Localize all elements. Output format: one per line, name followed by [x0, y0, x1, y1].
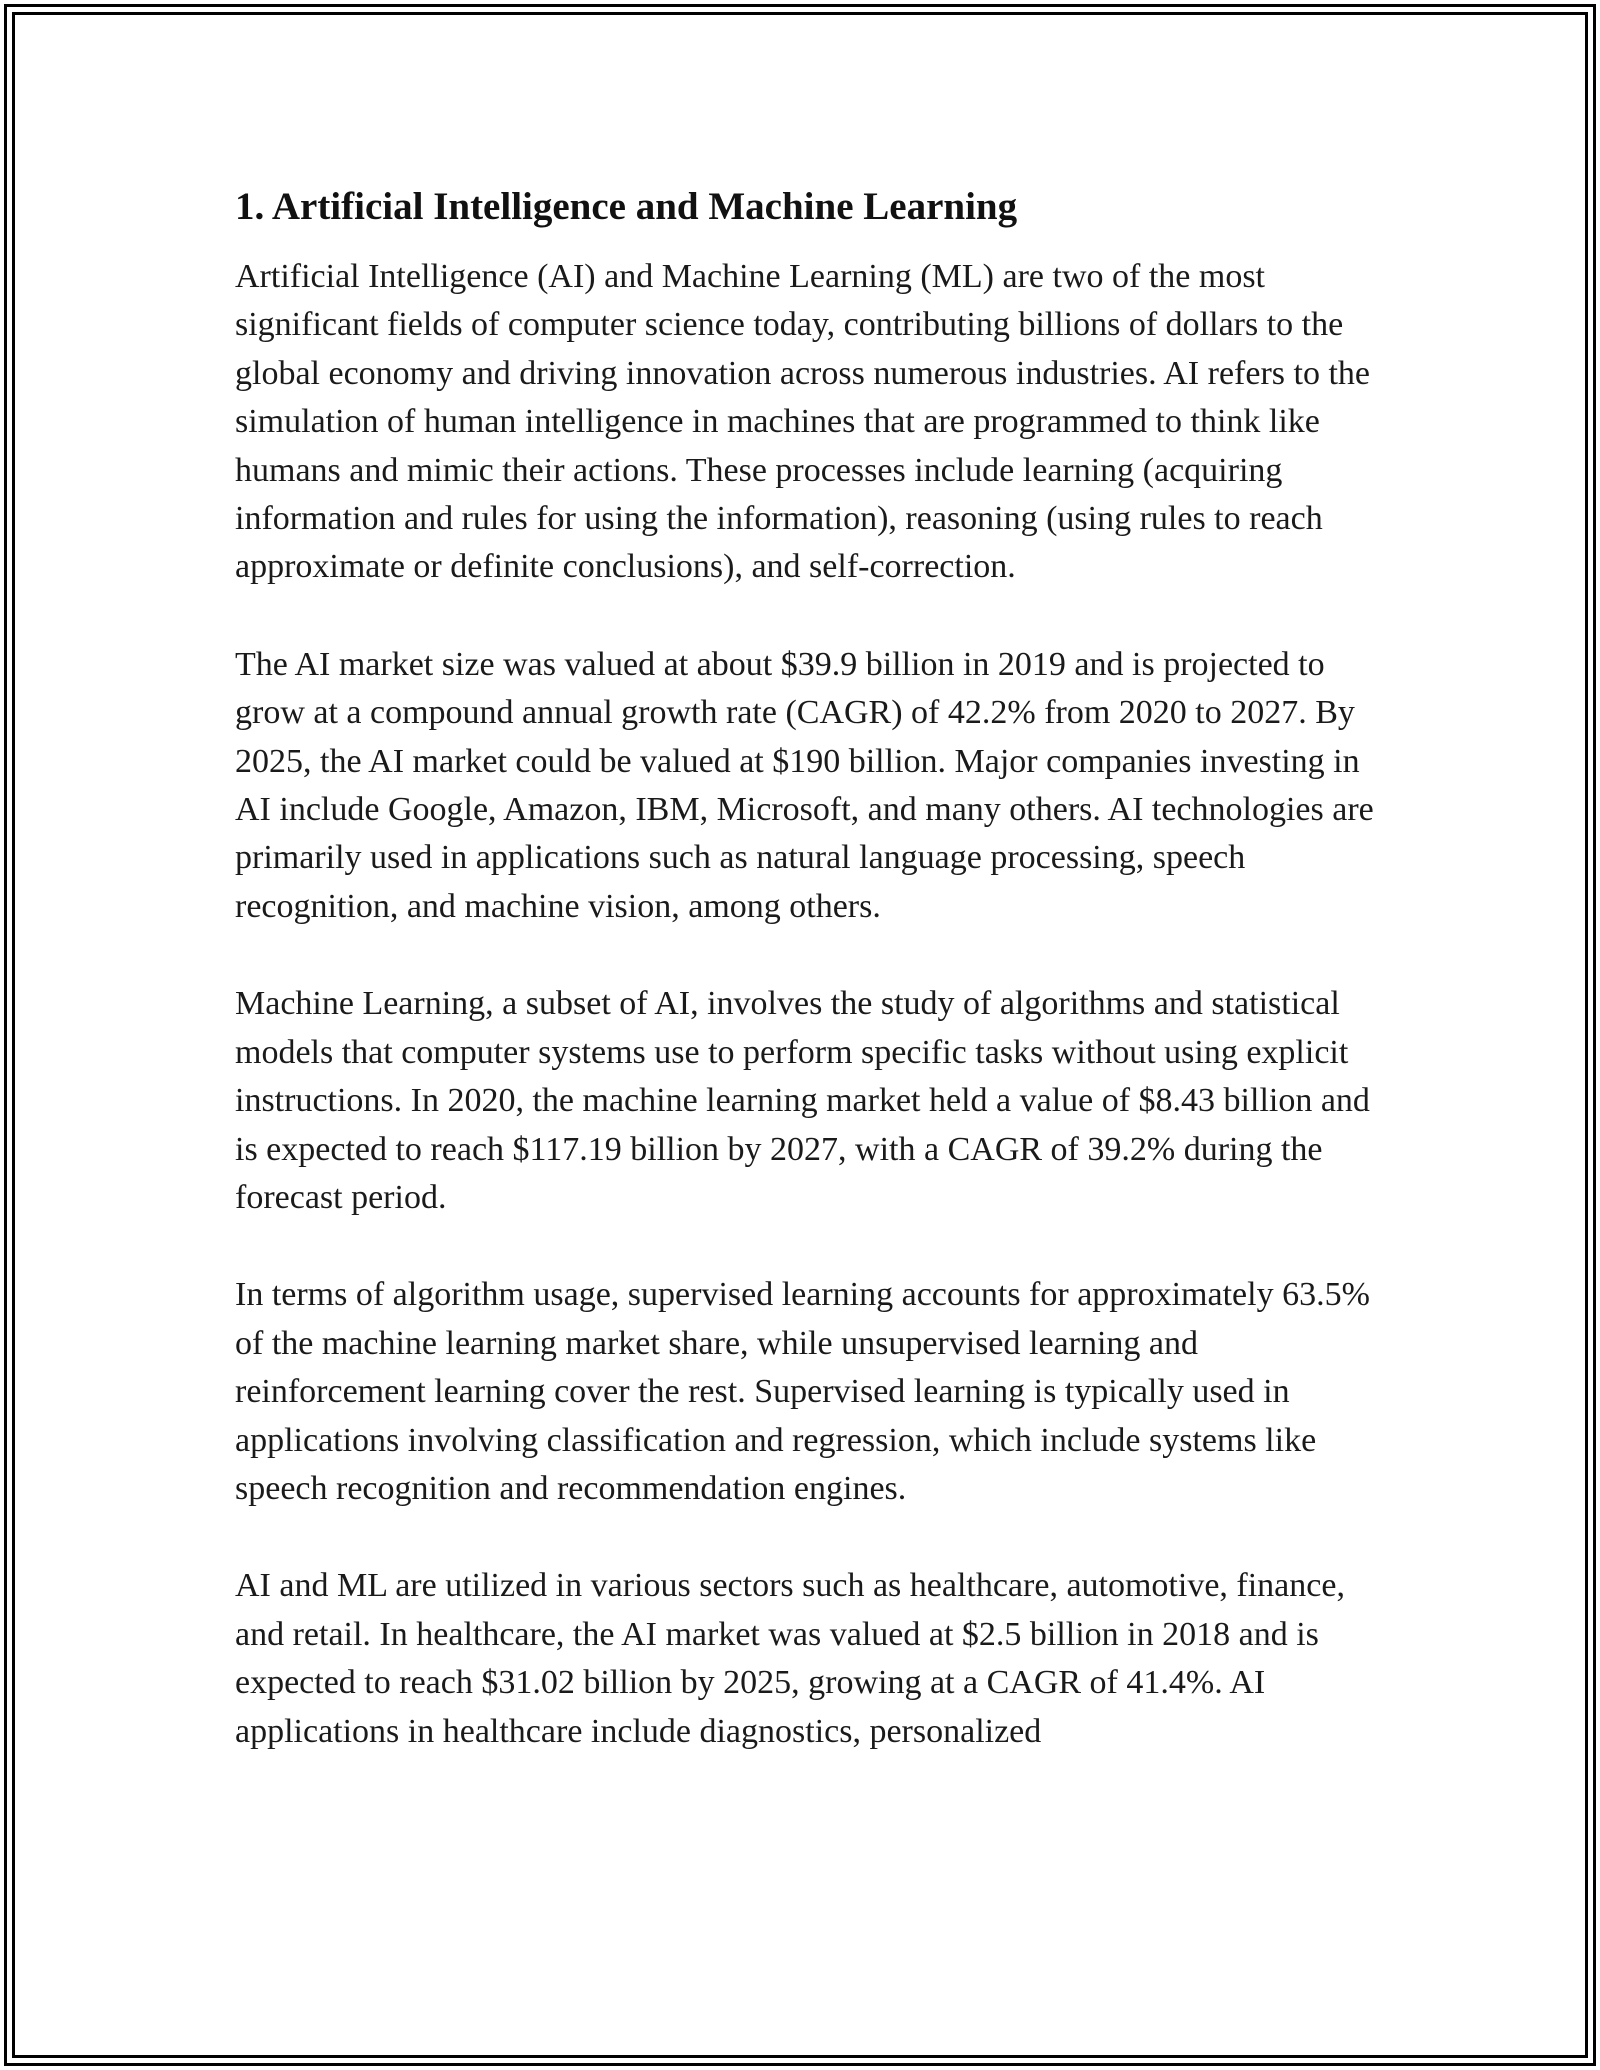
- paragraph-intro: Artificial Intelligence (AI) and Machine Learning (ML) are two of the most significant fields of computer science today, contributing billions of dollars to the global economy and driving innovation across numerous industries. AI refers to the simulation of human intelligence in machines that are programmed to think like humans and mimic their actions. These processes include learning (acquiring information and rules for using the information), reasoning (using rules to reach approximate or definite conclusions), and self-correction.: [235, 258, 1370, 586]
- section-heading: 1. Artificial Intelligence and Machine Learning: [235, 185, 1018, 228]
- paragraph-ml-market: Machine Learning, a subset of AI, involves the study of algorithms and statistical models that computer systems use to perform specific tasks without using explicit instructions. In 2020, the machine learning market held a value of $8.43 billion and is expected to reach $117.19 billion by 2027, with a CAGR of 39.2% during the forecast period.: [235, 985, 1370, 1216]
- paragraph-algorithm-usage: In terms of algorithm usage, supervised learning accounts for approximately 63.5% of the machine learning market share, while unsupervised learning and reinforcement learning cover the rest. Supervised learning is typically used in applications involving classification and regression, which include systems like speech recognition and recommendation engines.: [235, 1276, 1370, 1507]
- paragraph-sectors: AI and ML are utilized in various sectors such as healthcare, automotive, finance, and retail. In healthcare, the AI market was valued at $2.5 billion in 2018 and is expected to reach $31.02 billion by 2025, growing at a CAGR of 41.4%. AI applications in healthcare include diagnostics, personalized: [235, 1567, 1345, 1750]
- document-body: [235, 183, 1375, 1756]
- paragraph-ai-market: The AI market size was valued at about $39.9 billion in 2019 and is projected to grow at a compound annual growth rate (CAGR) of 42.2% from 2020 to 2027. By 2025, the AI market could be valued at $190 billion. Major companies investing in AI include Google, Amazon, IBM, Microsoft, and many others. AI technologies are primarily used in applications such as natural language processing, speech recognition, and machine vision, among others.: [235, 645, 1374, 925]
